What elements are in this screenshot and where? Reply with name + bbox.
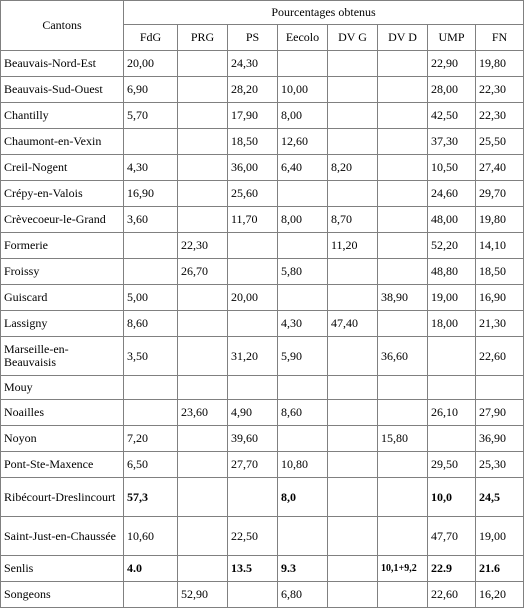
percentage-cell: 5,80: [278, 259, 328, 285]
percentage-cell: [378, 259, 428, 285]
percentage-cell: [328, 259, 378, 285]
table-row: [1, 181, 524, 207]
percentage-cell: 19,80: [476, 207, 524, 233]
canton-name: Crépy-en-Valois: [1, 181, 124, 207]
canton-name: Creil-Nogent: [1, 155, 124, 181]
percentage-cell: [178, 556, 228, 582]
percentage-cell: 48,00: [428, 207, 476, 233]
percentage-cell: 14,10: [476, 233, 524, 259]
canton-name: Crèvecoeur-le-Grand: [1, 207, 124, 233]
percentage-cell: [378, 51, 428, 77]
percentage-cell: 22,30: [178, 233, 228, 259]
percentage-cell: 52,20: [428, 233, 476, 259]
percentage-cell: 5,90: [278, 337, 328, 376]
percentage-cell: [178, 51, 228, 77]
percentage-cell: [328, 452, 378, 478]
canton-name: Froissy: [1, 259, 124, 285]
canton-name: Songeons: [1, 582, 124, 608]
percentage-cell: 24,60: [428, 181, 476, 207]
percentage-cell: 22,50: [228, 517, 278, 556]
percentage-cell: 10,00: [278, 77, 328, 103]
percentage-cell: [378, 233, 428, 259]
percentage-cell: [378, 129, 428, 155]
percentage-cell: 22,30: [476, 103, 524, 129]
percentage-cell: [328, 556, 378, 582]
percentage-cell: 25,60: [228, 181, 278, 207]
percentage-cell: 5,70: [124, 103, 178, 129]
percentage-cell: [428, 337, 476, 376]
canton-name: Beauvais-Nord-Est: [1, 51, 124, 77]
percentage-cell: 15,80: [378, 426, 428, 452]
percentage-cell: 6,80: [278, 582, 328, 608]
table-row: [1, 337, 524, 376]
canton-name: Marseille-en-Beauvaisis: [1, 337, 124, 376]
canton-name: Saint-Just-en-Chaussée: [1, 517, 124, 556]
column-header: Eecolo: [278, 25, 328, 51]
percentage-cell: [378, 478, 428, 517]
percentage-cell: 47,70: [428, 517, 476, 556]
column-header: PRG: [178, 25, 228, 51]
percentage-cell: 28,20: [228, 77, 278, 103]
percentage-cell: [228, 478, 278, 517]
percentage-cell: 37,30: [428, 129, 476, 155]
percentage-cell: 11,20: [328, 233, 378, 259]
percentage-cell: 57,3: [124, 478, 178, 517]
table-row: [1, 426, 524, 452]
percentage-cell: 25,50: [476, 129, 524, 155]
table-row: [1, 259, 524, 285]
percentage-cell: 19,80: [476, 51, 524, 77]
percentage-cell: 4,30: [124, 155, 178, 181]
percentage-cell: 3,60: [124, 207, 178, 233]
percentage-cell: 18,50: [476, 259, 524, 285]
column-header: DV D: [378, 25, 428, 51]
percentage-cell: 6,40: [278, 155, 328, 181]
percentage-cell: 16,90: [476, 285, 524, 311]
percentage-cell: 24,30: [228, 51, 278, 77]
percentage-cell: 29,70: [476, 181, 524, 207]
percentage-cell: [228, 233, 278, 259]
table-row: [1, 129, 524, 155]
column-header: UMP: [428, 25, 476, 51]
percentage-cell: 6,50: [124, 452, 178, 478]
percentage-cell: 11,70: [228, 207, 278, 233]
percentage-cell: 6,90: [124, 77, 178, 103]
percentage-cell: [428, 376, 476, 400]
percentage-cell: [178, 376, 228, 400]
percentage-cell: 13.5: [228, 556, 278, 582]
percentage-cell: [278, 233, 328, 259]
table-row: [1, 452, 524, 478]
percentage-cell: 16,20: [476, 582, 524, 608]
percentage-cell: [278, 376, 328, 400]
percentage-cell: 5,00: [124, 285, 178, 311]
percentage-cell: 8,0: [278, 478, 328, 517]
percentage-cell: 12,60: [278, 129, 328, 155]
percentage-cell: [178, 478, 228, 517]
percentage-cell: [328, 376, 378, 400]
percentage-cell: [328, 400, 378, 426]
percentage-cell: 8,60: [124, 311, 178, 337]
percentage-cell: 20,00: [228, 285, 278, 311]
percentage-cell: 8,20: [328, 155, 378, 181]
percentage-cell: [178, 103, 228, 129]
percentage-cell: [378, 155, 428, 181]
canton-name: Noyon: [1, 426, 124, 452]
percentage-cell: [378, 207, 428, 233]
canton-name: Guiscard: [1, 285, 124, 311]
percentage-cell: [178, 207, 228, 233]
table-row: [1, 311, 524, 337]
canton-name: Noailles: [1, 400, 124, 426]
percentage-cell: 3,50: [124, 337, 178, 376]
percentage-cell: [124, 582, 178, 608]
percentage-cell: 38,90: [378, 285, 428, 311]
percentage-cell: [228, 582, 278, 608]
percentage-cell: 25,30: [476, 452, 524, 478]
percentage-cell: [178, 181, 228, 207]
percentage-cell: 19,00: [428, 285, 476, 311]
percentage-cell: [178, 311, 228, 337]
percentage-cell: [378, 376, 428, 400]
percentage-cell: [328, 181, 378, 207]
percentage-cell: [378, 103, 428, 129]
percentage-cell: 47,40: [328, 311, 378, 337]
percentage-cell: [278, 426, 328, 452]
cantons-header: Cantons: [1, 1, 124, 51]
percentage-cell: 48,80: [428, 259, 476, 285]
percentage-cell: [428, 426, 476, 452]
percentage-cell: [328, 77, 378, 103]
percentage-cell: [178, 77, 228, 103]
percentage-cell: 18,50: [228, 129, 278, 155]
canton-name: Senlis: [1, 556, 124, 582]
percentage-cell: [228, 376, 278, 400]
table-row: [1, 51, 524, 77]
column-header: FdG: [124, 25, 178, 51]
percentage-cell: [228, 311, 278, 337]
percentage-cell: [378, 517, 428, 556]
percentage-cell: 4.0: [124, 556, 178, 582]
percentage-cell: 8,70: [328, 207, 378, 233]
canton-name: Lassigny: [1, 311, 124, 337]
percentage-cell: 24,5: [476, 478, 524, 517]
percentage-cell: 22,30: [476, 77, 524, 103]
percentage-cell: 28,00: [428, 77, 476, 103]
percentage-cell: [124, 233, 178, 259]
percentage-cell: 27,40: [476, 155, 524, 181]
percentage-cell: 36,90: [476, 426, 524, 452]
percentage-cell: [178, 285, 228, 311]
canton-name: Ribécourt-Dreslincourt: [1, 478, 124, 517]
percentage-cell: [278, 181, 328, 207]
percentage-cell: [328, 582, 378, 608]
percentage-cell: 10,0: [428, 478, 476, 517]
percentage-cell: [378, 311, 428, 337]
table-row: [1, 517, 524, 556]
percentage-cell: [178, 337, 228, 376]
percentage-cell: [328, 517, 378, 556]
percentage-cell: [328, 103, 378, 129]
percentage-cell: [124, 400, 178, 426]
percentage-cell: [378, 77, 428, 103]
percentage-cell: [378, 452, 428, 478]
percentage-cell: 21.6: [476, 556, 524, 582]
table-row: [1, 478, 524, 517]
percentage-cell: 10,80: [278, 452, 328, 478]
percentage-cell: 4,90: [228, 400, 278, 426]
table-row: [1, 285, 524, 311]
canton-name: Pont-Ste-Maxence: [1, 452, 124, 478]
table-row: [1, 103, 524, 129]
percentage-cell: 36,60: [378, 337, 428, 376]
percentage-cell: [328, 285, 378, 311]
percentage-cell: 36,00: [228, 155, 278, 181]
percentage-cell: [328, 426, 378, 452]
percentage-cell: 10,1+9,2: [378, 556, 428, 582]
percentage-cell: 22.9: [428, 556, 476, 582]
percentage-cell: 22,90: [428, 51, 476, 77]
table-row: [1, 556, 524, 582]
percentage-cell: [178, 155, 228, 181]
percentage-cell: 39,60: [228, 426, 278, 452]
percentage-cell: 16,90: [124, 181, 178, 207]
table-row: [1, 207, 524, 233]
percentage-cell: [178, 517, 228, 556]
percentage-cell: 26,10: [428, 400, 476, 426]
percentages-header: Pourcentages obtenus: [124, 1, 524, 25]
canton-name: Formerie: [1, 233, 124, 259]
percentage-cell: 27,90: [476, 400, 524, 426]
table-row: [1, 400, 524, 426]
percentage-cell: 27,70: [228, 452, 278, 478]
percentage-cell: 26,70: [178, 259, 228, 285]
percentage-cell: [278, 285, 328, 311]
percentage-cell: 8,00: [278, 103, 328, 129]
percentage-cell: [328, 478, 378, 517]
percentage-cell: 4,30: [278, 311, 328, 337]
percentage-cell: 10,50: [428, 155, 476, 181]
percentage-cell: [328, 129, 378, 155]
percentage-cell: [378, 181, 428, 207]
percentage-cell: [278, 517, 328, 556]
percentage-cell: 22,60: [428, 582, 476, 608]
canton-name: Chantilly: [1, 103, 124, 129]
percentage-cell: [328, 337, 378, 376]
percentage-cell: [476, 376, 524, 400]
percentage-cell: [178, 426, 228, 452]
percentage-cell: 7,20: [124, 426, 178, 452]
percentage-cell: 42,50: [428, 103, 476, 129]
percentage-cell: 23,60: [178, 400, 228, 426]
percentage-cell: 10,60: [124, 517, 178, 556]
percentage-cell: [178, 129, 228, 155]
table-row: [1, 155, 524, 181]
canton-name: Mouy: [1, 376, 124, 400]
percentage-cell: [278, 51, 328, 77]
percentage-cell: 18,00: [428, 311, 476, 337]
percentage-cell: 9.3: [278, 556, 328, 582]
percentage-cell: [124, 376, 178, 400]
percentage-cell: [228, 259, 278, 285]
table-row: [1, 376, 524, 400]
column-header: PS: [228, 25, 278, 51]
column-header: FN: [476, 25, 524, 51]
percentage-cell: 52,90: [178, 582, 228, 608]
percentage-cell: 17,90: [228, 103, 278, 129]
percentage-cell: [178, 452, 228, 478]
percentage-cell: 19,00: [476, 517, 524, 556]
percentage-cell: 8,00: [278, 207, 328, 233]
percentage-cell: 29,50: [428, 452, 476, 478]
percentage-cell: [378, 582, 428, 608]
percentage-cell: 31,20: [228, 337, 278, 376]
column-header: DV G: [328, 25, 378, 51]
percentage-cell: [124, 259, 178, 285]
canton-name: Beauvais-Sud-Ouest: [1, 77, 124, 103]
percentage-cell: [328, 51, 378, 77]
percentage-cell: 8,60: [278, 400, 328, 426]
percentage-cell: 21,30: [476, 311, 524, 337]
table-row: [1, 233, 524, 259]
canton-name: Chaumont-en-Vexin: [1, 129, 124, 155]
percentage-cell: 20,00: [124, 51, 178, 77]
percentage-cell: 22,60: [476, 337, 524, 376]
table-row: [1, 77, 524, 103]
percentage-cell: [378, 400, 428, 426]
table-row: [1, 582, 524, 608]
percentage-cell: [124, 129, 178, 155]
